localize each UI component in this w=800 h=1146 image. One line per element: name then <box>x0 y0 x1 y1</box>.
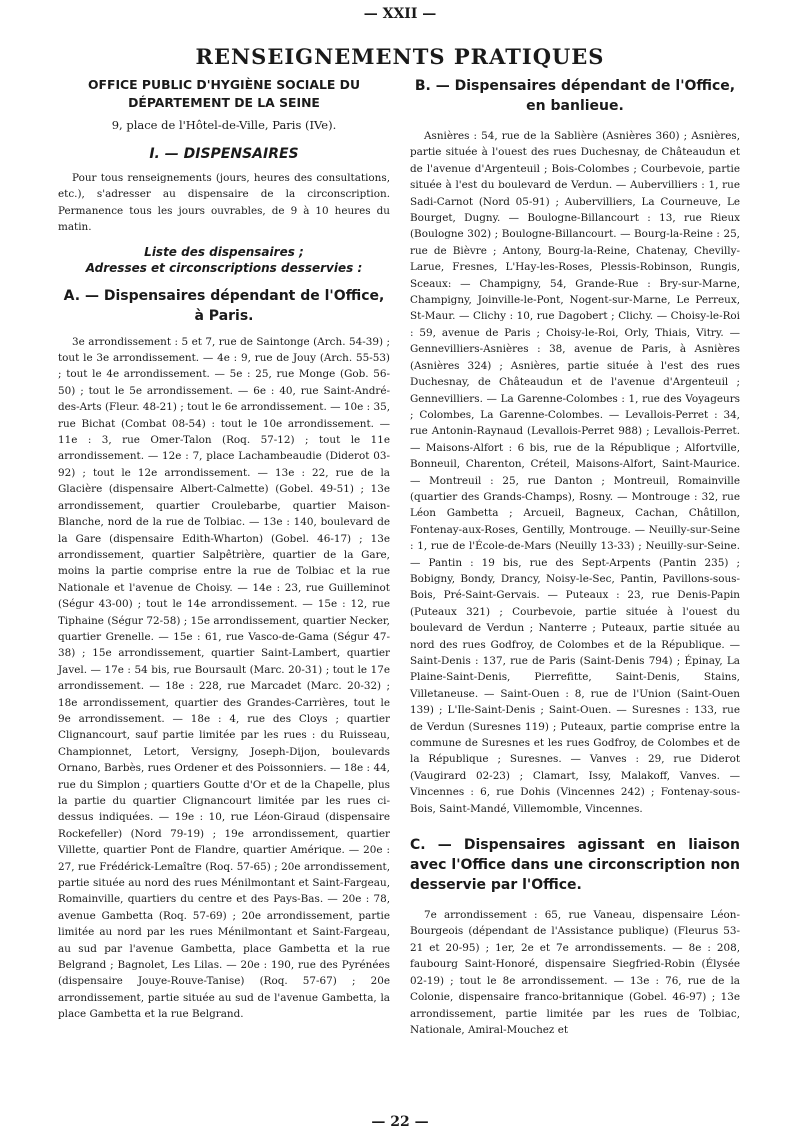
list-title-line-1: Liste des dispensaires ; <box>144 244 304 259</box>
page-title: RENSEIGNEMENTS PRATIQUES <box>195 44 605 69</box>
section-c-heading: C. — Dispensaires agissant en liaison avec l'Office dans une circonscription non desservie par l'Office. <box>410 837 740 894</box>
section-c-text: 7e arrondissement : 65, rue Vaneau, dispensaire Léon-Bourgeois (dépendant de l'Assistance publique) (Fleurus 53-21 et 20-95) ; 1er, 2e et 7e arrondissements. — 8e : 208, faubourg Saint-Honoré, dispensaire Siegfried-Robin (Élysée 02-19) ; tout le 8e arrondissement. — 13e : 76, rue de la Colonie, dispensaire franco-britannique (Gobel. 46-97) ; 13e arrondissement, partie limitée par les rues de Tolbiac, Nationale, Amiral-Mouchez et <box>410 909 740 1036</box>
list-title-line-2: Adresses et circonscriptions desservies : <box>85 260 363 275</box>
section-title-dispensaires: I. — DISPENSAIRES <box>149 146 299 162</box>
section-a-text: 3e arrondissement : 5 et 7, rue de Saintonge (Arch. 54-39) ; tout le 3e arrondissement. — 4e : 9, rue de Jouy (Arch. 55-53) ; tout le 4e arrondissement. — 5e : 25, rue Monge (Gob. 56-50) ; tout le 5e arrondissement. — 6e : 40, rue Saint-André-des-Arts (Fleur. 48-21) ; tout le 6e arrondissement. — 10e : 35, rue Bichat (Combat 08-54) : tout le 10e arrondissement. — 11e : 3, rue Omer-Talon (Roq. 57-12) ; tout le 11e arrondissement. — 12e : 7, place Lachambeaudie (Diderot 03-92) ; tout le 12e arrondissement. — 13e : 22, rue de la Glacière (dispensaire Albert-Calmette) (Gobel. 49-51) ; 13e arrondissement, quartier Croulebarbe, quartier Maison-Blanche, nord de la rue de Tolbiac. — 13e : 140, boulevard de la Gare (dispensaire Edith-Wharton) (Gobel. 46-17) ; 13e arrondissement, quartier Salpêtrière, quartier de la Gare, moins la partie comprise entre la rue de Tolbiac et la rue Nationale et l'avenue de Choisy. — 14e : 23, rue Guilleminot (Ségur 43-00) ; tout le 14e arrondissement. — 15e : 12, rue Tiphaine (Ségur 72-58) ; 15e arrondissement, quartier Necker, quartier Grenelle. — 15e : 61, rue Vasco-de-Gama (Ségur 47-38) ; 15e arrondissement, quartier Saint-Lambert, quartier Javel. — 17e : 54 bis, rue Boursault (Marc. 20-31) ; tout le 17e arrondissement. — 18e : 228, rue Marcadet (Marc. 20-32) ; 18e arrondissement, quartier des Grandes-Carrières, tout le 9e arrondissement. — 18e : 4, rue des Cloys ; quartier Clignancourt, sauf partie limitée par les rues : du Ruisseau, Championnet, Letort, Versigny, Joseph-Dijon, boulevards Ornano, Barbès, rues Ordener et des Poissonniers. — 18e : 44, rue du Simplon ; quartiers Goutte d'Or et de la Chapelle, plus la partie du quartier Clignancourt limitée par les rues ci-dessus indiquées. — 19e : 10, rue Léon-Giraud (dispensaire Rockefeller) (Nord 79-19) ; 19e arrondissement, quartier Villette, quartier Pont de Flandre, quartier Amérique. — 20e : 27, rue Frédérick-Lemaître (Roq. 57-65) ; 20e arrondissement, partie située au nord des rues Ménilmontant et Saint-Fargeau, Romainville, quartiers du centre et des Pays-Bas. — 20e : 78, avenue Gambetta (Roq. 57-69) ; 20e arrondissement, partie limitée au nord par les rues Ménilmontant et Saint-Fargeau, au sud par l'avenue Gambetta, place Gambetta et la rue Belgrand ; Bagnolet, Les Lilas. — 20e : 190, rue des Pyrénées (dispensaire Jouye-Rouve-Tanise) (Roq. 57-67) ; 20e arrondissement, partie située au sud de l'avenue Gambetta, la place Gambetta et la rue Belgrand. <box>58 335 390 1021</box>
page-number: — 22 — <box>371 1114 429 1130</box>
office-address: 9, place de l'Hôtel-de-Ville, Paris (IVe). <box>111 118 337 132</box>
section-b-text: Asnières : 54, rue de la Sablière (Asnières 360) ; Asnières, partie située à l'ouest des rues Duchesnay, de Châteaudun et de l'avenue d'Argenteuil ; Bois-Colombes ; Courbevoie, partie située à l'est du boulevard de Verdun. — Aubervilliers : 1, rue Sadi-Carnot (Nord 05-91) ; Aubervilliers, La Courneuve, Le Bourget, Dugny. — Boulogne-Billancourt : 13, rue Rieux (Boulogne 302) ; Boulogne-Billancourt. — Bourg-la-Reine : 25, rue de Bièvre ; Antony, Bourg-la-Reine, Chatenay, Chevilly-Larue, Fresnes, L'Hay-les-Roses, Plessis-Robinson, Rungis, Sceaux: — Champigny, 54, Grande-Rue : Bry-sur-Marne, Champigny, Joinville-le-Pont, Nogent-sur-Marne, Le Perreux, St-Maur. — Clichy : 10, rue Dagobert ; Clichy. — Choisy-le-Roi : 59, avenue de Paris ; Choisy-le-Roi, Orly, Thiais, Vitry. — Gennevilliers-Asnières : 38, avenue de Paris, à Asnières (Asnières 324) ; Asnières, partie située à l'est des rues Duchesnay, de Châteaudun et de l'avenue d'Argenteuil ; Gennevilliers. — La Garenne-Colombes : 1, rue des Voyageurs ; Colombes, La Garenne-Colombes. — Levallois-Perret : 34, rue Antonin-Raynaud (Levallois-Perret 988) ; Levallois-Perret. — Maisons-Alfort : 6 bis, rue de la République ; Alfortville, Bonneuil, Charenton, Créteil, Maisons-Alfort, Saint-Maurice. — Montreuil : 25, rue Danton ; Montreuil, Romainville (quartier des Grands-Champs), Rosny. — Montrouge : 32, rue Léon Gambetta ; Arcueil, Bagneux, Cachan, Châtillon, Fontenay-aux-Roses, Gentilly, Montrouge. — Neuilly-sur-Seine : 1, rue de l'École-de-Mars (Neuilly 13-33) ; Neuilly-sur-Seine. — Pantin : 19 bis, rue des Sept-Arpents (Pantin 235) ; Bobigny, Bondy, Drancy, Noisy-le-Sec, Pantin, Pavillons-sous-Bois, Pré-Saint-Gervais. — Puteaux : 23, rue Denis-Papin (Puteaux 321) ; Courbevoie, partie située à l'ouest du boulevard de Verdun ; Nanterre ; Puteaux, partie située au nord des rues Godfroy, de Colombes et de la République. — Saint-Denis : 137, rue de Paris (Saint-Denis 794) ; Épinay, La Plaine-Saint-Denis, Pierrefitte, Saint-Denis, Stains, Villetaneuse. — Saint-Ouen : 8, rue de l'Union (Saint-Ouen 139) ; L'Ile-Saint-Denis ; Saint-Ouen. — Suresnes : 133, rue de Verdun (Suresnes 119) ; Puteaux, partie comprise entre la commune de Suresnes et les rues Godfroy, de Colombes et de la République ; Suresnes. — Vanves : 29, rue Diderot (Vaugirard 02-23) ; Clamart, Issy, Malakoff, Vanves. — Vincennes : 6, rue Dohis (Vincennes 242) ; Fontenay-sous-Bois, Saint-Mandé, Villemomble, Vincennes. <box>410 130 740 815</box>
section-a-heading: A. — Dispensaires dépendant de l'Office, à Paris. <box>63 287 385 324</box>
intro-paragraph: Pour tous renseignements (jours, heures des consultations, etc.), s'adresser au dispensaire de la circonscription. Permanence tous les jours ouvrables, de 9 à 10 heures du matin. <box>58 172 390 234</box>
office-name: OFFICE PUBLIC D'HYGIÈNE SOCIALE DU DÉPARTEMENT DE LA SEINE <box>87 77 361 110</box>
list-title <box>58 244 390 276</box>
page-folio-roman: — XXII — <box>363 6 437 22</box>
right-column <box>410 76 740 1038</box>
left-column <box>58 76 390 1023</box>
section-b-heading: B. — Dispensaires dépendant de l'Office, en banlieue. <box>414 78 736 114</box>
